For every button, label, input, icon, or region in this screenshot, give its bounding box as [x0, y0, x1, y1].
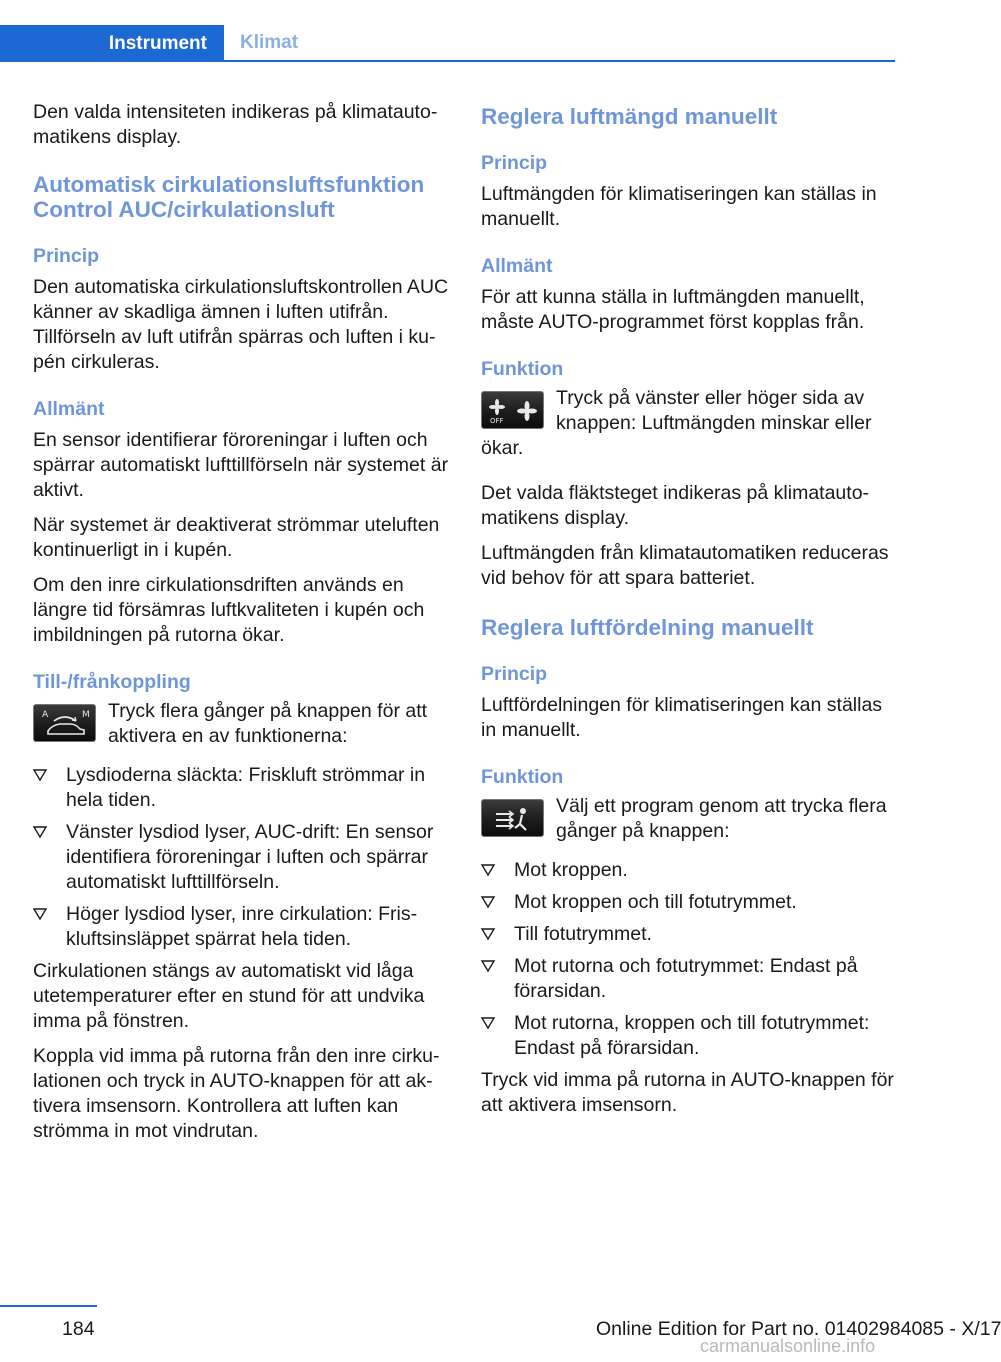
allmant-text: För att kunna ställa in luftmängden manuellt, måste AUTO-programmet först kopplas från. — [481, 286, 865, 333]
toggle-block — [33, 699, 449, 749]
list-item: Till fotutrymmet. — [481, 922, 897, 947]
after-paragraph-2: Koppla vid imma på rutorna från den inre cirkulationen och tryck in AUTO-knappen för att aktivera imsensorn. Kontrollera att luften kan strömma in mot vindrutan. — [33, 1045, 440, 1142]
allmant-heading: Allmänt — [33, 398, 105, 420]
toggle-text: Tryck flera gånger på knappen för att aktivera en av funktionerna: — [108, 700, 428, 747]
list-item: Mot rutorna och fotutrymmet: Endast på förarsidan. — [481, 954, 897, 1004]
chapter-tab-bar — [0, 25, 895, 62]
triangle-bullet-icon — [33, 769, 47, 781]
tab-instrument[interactable]: Instrument — [0, 25, 224, 62]
list-item: Höger lysdiod lyser, inre cirkulation: Friskluftsinsläppet spärrat hela tiden. — [33, 902, 449, 952]
allmant-heading: Allmänt — [481, 255, 553, 277]
list-item: Mot kroppen och till fotutrymmet. — [481, 890, 897, 915]
triangle-bullet-icon — [481, 896, 495, 908]
watermark: carmanualsonline.info — [700, 1336, 876, 1356]
toggle-heading: Till-/frånkoppling — [33, 671, 191, 693]
list-item: Mot rutorna, kroppen och till fotutrymmet: Endast på förarsidan. — [481, 1011, 897, 1061]
fan-button-icon — [481, 391, 544, 429]
header-rule — [0, 60, 895, 62]
section-title-auc: Automatisk cirkulationsluftsfunktion Control AUC/cirkulationsluft — [33, 172, 425, 222]
triangle-bullet-icon — [481, 864, 495, 876]
princip-heading: Princip — [481, 663, 548, 685]
right-column — [481, 100, 897, 1118]
section-title-airflow: Reglera luftmängd manuellt — [481, 104, 778, 129]
princip-heading: Princip — [33, 245, 100, 267]
section-title-distribution: Reglera luftfördelning manuellt — [481, 615, 814, 640]
funktion-heading: Funktion — [481, 766, 564, 788]
princip2-text: Luftfördelningen för klimatiseringen kan ställas in manuellt. — [481, 694, 883, 741]
edition-text: Online Edition for Part no. 01402984085 - X/17 — [596, 1318, 1001, 1340]
list-item: Vänster lysdiod lyser, AUC-drift: En sensor identifiera föroreningar i luften och spärrar automatiskt lufttillförseln. — [33, 820, 449, 895]
page-number: 184 — [62, 1318, 95, 1340]
fan-paragraph-2: Luftmängden från klimatautomatiken reduceras vid behov för att spara batteriet. — [481, 542, 889, 589]
princip-text: Den automatiska cirkulationsluftskontrollen AUC känner av skadliga ämnen i luften utifrån. Tillförseln av luft utifrån spärras och luften i kupén cirkuleras. — [33, 276, 449, 373]
funktion-heading: Funktion — [481, 358, 564, 380]
footer-rule — [0, 1305, 97, 1307]
fan-block — [481, 386, 897, 461]
fan-paragraph-1: Det valda fläktsteget indikeras på klimatautomatikens display. — [481, 482, 870, 529]
triangle-bullet-icon — [33, 826, 47, 838]
auc-recirculation-button-icon — [33, 704, 96, 742]
after-paragraph-1: Cirkulationen stängs av automatiskt vid låga utetemperaturer efter en stund för att undvika imma på fönstren. — [33, 960, 425, 1032]
auc-letter-m: M — [82, 710, 90, 720]
fan-text: Tryck på vänster eller höger sida av knappen: Luftmängden minskar eller ökar. — [481, 387, 872, 459]
fan-off-label: OFF — [490, 417, 504, 425]
triangle-bullet-icon — [481, 960, 495, 972]
tab-klimat[interactable]: Klimat — [240, 31, 299, 53]
triangle-bullet-icon — [33, 908, 47, 920]
left-column — [33, 100, 449, 1144]
princip-text: Luftmängden för klimatiseringen kan ställas in manuellt. — [481, 183, 877, 230]
allmant-paragraph-3: Om den inre cirkulationsdriften används en längre tid försämras luftkvaliteten i kupén och imbildningen på rutorna ökar. — [33, 574, 425, 646]
intro-paragraph: Den valda intensiteten indikeras på klimatautomatikens display. — [33, 101, 438, 148]
distribution-text: Välj ett program genom att trycka flera gånger på knappen: — [556, 795, 887, 842]
final-paragraph: Tryck vid imma på rutorna in AUTO-knappen för att aktivera imsensorn. — [481, 1069, 894, 1116]
air-distribution-button-icon — [481, 799, 544, 837]
allmant-paragraph-2: När systemet är deaktiverat strömmar uteluften kontinuerligt in i kupén. — [33, 514, 440, 561]
princip-heading: Princip — [481, 152, 548, 174]
auc-mode-list — [33, 763, 449, 952]
list-item: Mot kroppen. — [481, 858, 897, 883]
auc-letter-a: A — [42, 710, 49, 720]
triangle-bullet-icon — [481, 1017, 495, 1029]
allmant-paragraph-1: En sensor identifierar föroreningar i luften och spärrar automatiskt lufttillförseln när systemet är aktivt. — [33, 429, 449, 501]
distribution-block — [481, 794, 897, 844]
triangle-bullet-icon — [481, 928, 495, 940]
distribution-mode-list — [481, 858, 897, 1061]
list-item: Lysdioderna släckta: Friskluft strömmar in hela tiden. — [33, 763, 449, 813]
